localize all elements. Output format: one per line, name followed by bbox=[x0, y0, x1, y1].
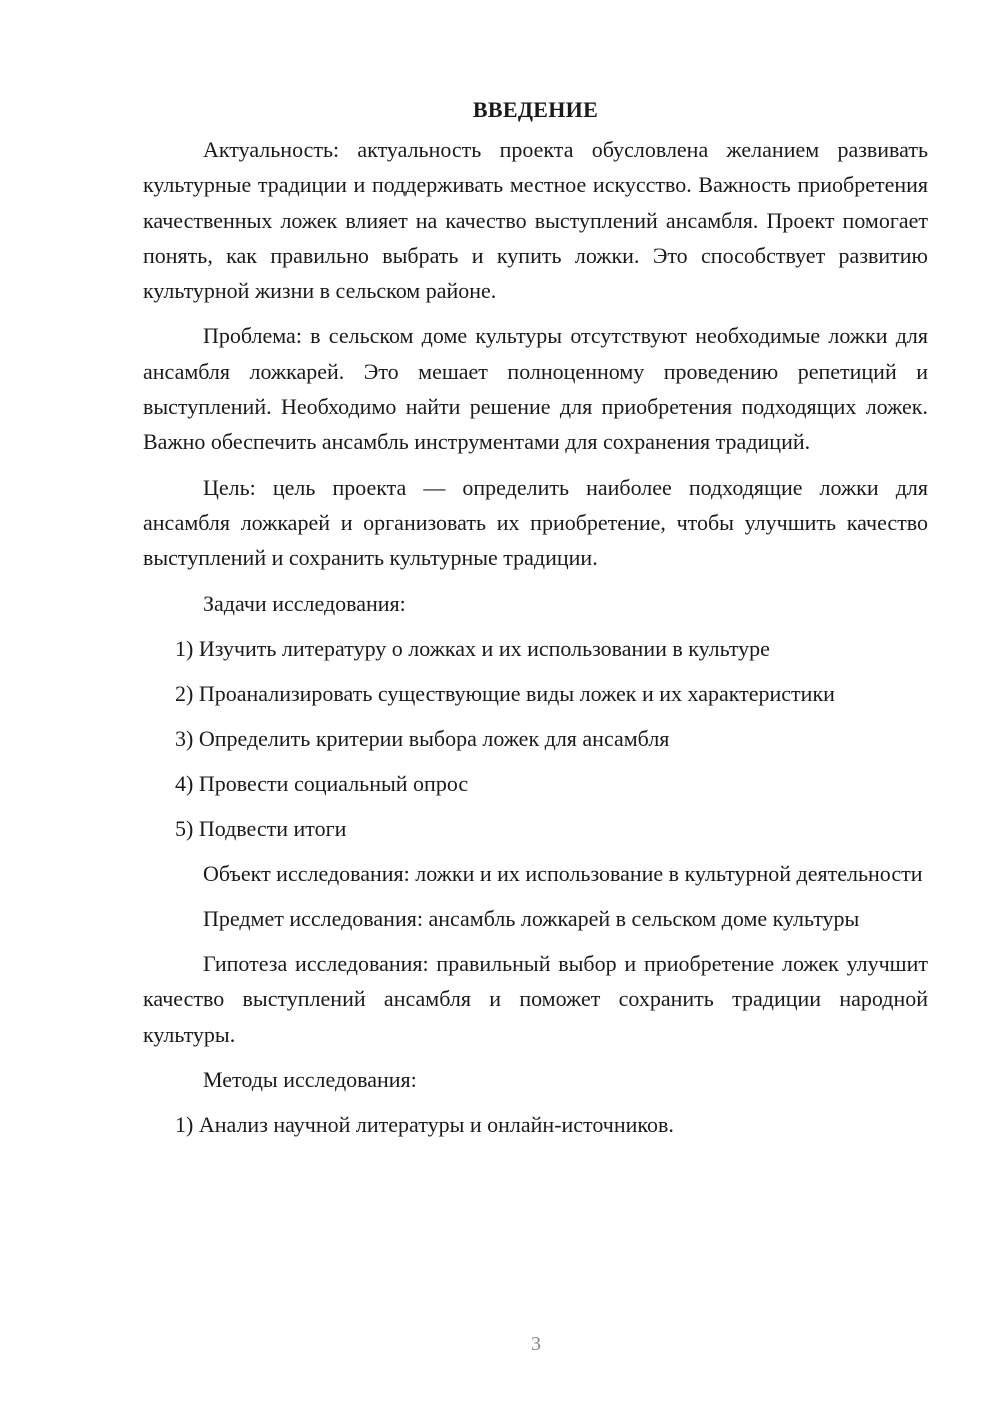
hypothesis-paragraph: Гипотеза исследования: правильный выбор и приобретение ложек улучшит качество выступлений ансамбля и поможет сохранить традиции народной культуры. bbox=[143, 951, 928, 1047]
tasks-list bbox=[143, 631, 928, 846]
task-item: 3) Определить критерии выбора ложек для ансамбля bbox=[175, 725, 670, 751]
page-number: 3 bbox=[531, 1333, 541, 1355]
task-item: 1) Изучить литературу о ложках и их использовании в культуре bbox=[175, 635, 770, 661]
task-item: 5) Подвести итоги bbox=[175, 815, 347, 841]
task-item: 4) Провести социальный опрос bbox=[175, 770, 469, 796]
methods-heading: Методы исследования: bbox=[203, 1067, 417, 1093]
method-item: 1) Анализ научной литературы и онлайн-источников. bbox=[175, 1112, 674, 1138]
object-paragraph: Объект исследования: ложки и их использование в культурной деятельности bbox=[203, 860, 923, 886]
subject-paragraph: Предмет исследования: ансамбль ложкарей в сельском доме культуры bbox=[203, 905, 860, 931]
task-item: 2) Проанализировать существующие виды ложек и их характеристики bbox=[175, 680, 835, 706]
tasks-heading: Задачи исследования: bbox=[203, 590, 406, 616]
goal-paragraph: Цель: цель проекта — определить наиболее подходящие ложки для ансамбля ложкарей и организовать их приобретение, чтобы улучшить качество выступлений и сохранить культурные традиции. bbox=[143, 474, 928, 571]
relevance-paragraph: Актуальность: актуальность проекта обусловлена желанием развивать культурные традиции и поддерживать местное искусство. Важность приобретения качественных ложек влияет на качество выступлений ансамбля. Проект помогает понять, как правильно выбрать и купить ложки. Это способствует развитию культурной жизни в сельском районе. bbox=[143, 137, 928, 304]
methods-list bbox=[143, 1107, 928, 1142]
problem-paragraph: Проблема: в сельском доме культуры отсутствуют необходимые ложки для ансамбля ложкарей. Это мешает полноценному проведению репетиций и выступлений. Необходимо найти решение для приобретения подходящих ложек. Важно обеспечить ансамбль инструментами для сохранения традиций. bbox=[143, 323, 928, 455]
page-title: ВВЕДЕНИЕ bbox=[472, 97, 599, 122]
document-page bbox=[143, 92, 928, 1152]
